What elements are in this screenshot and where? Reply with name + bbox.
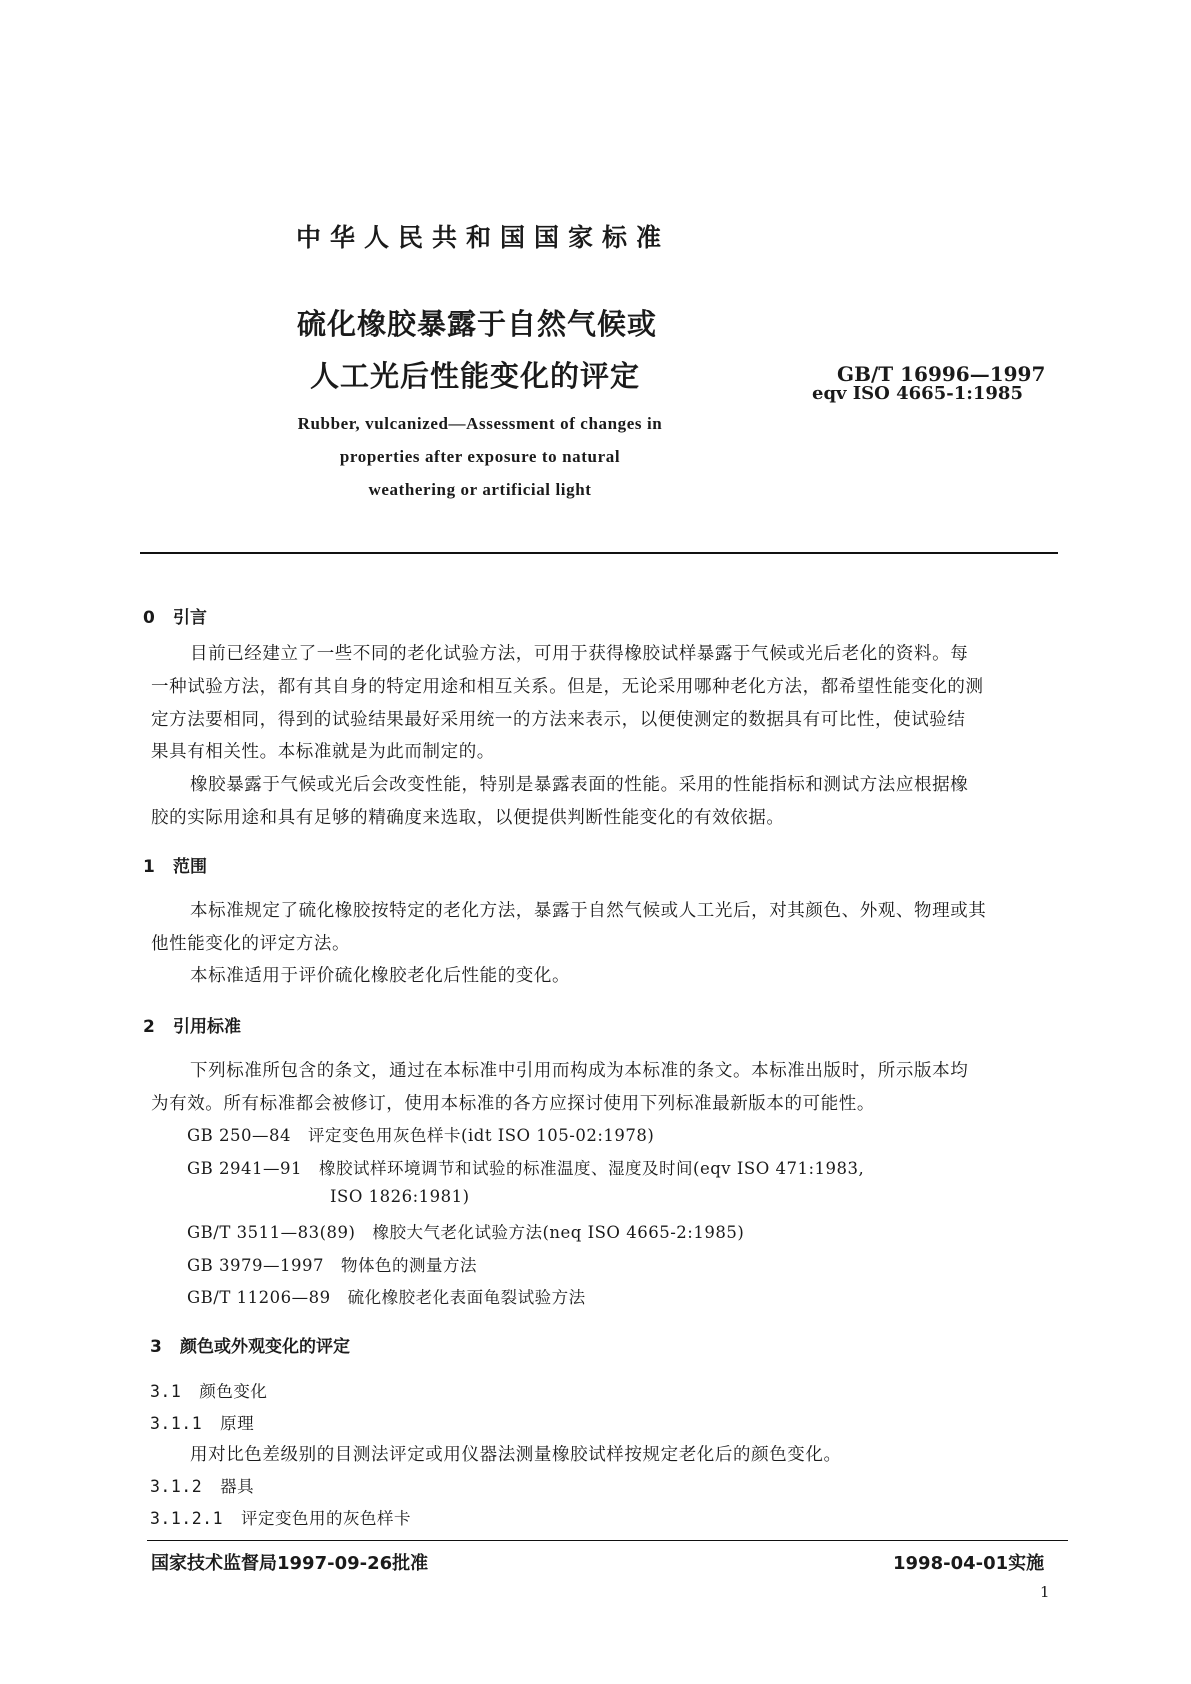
intro-paragraph-1-line-4: 果具有相关性。本标准就是为此而制定的。 [151,742,495,762]
standard-equivalence: eqv ISO 4665-1:1985 [812,383,1023,404]
subsection-title: 原理 [220,1414,255,1433]
subsection-3-1-2 [150,1473,254,1497]
title-chinese-line-1: 硫化橡胶暴露于自然气候或 [297,307,658,341]
reference-item: GB/T 11206—89 硫化橡胶老化表面龟裂试验方法 [187,1288,586,1307]
section-0-heading [143,603,207,628]
subsection-number: 3.1 [150,1382,182,1401]
refs-paragraph-line-2: 为有效。所有标准都会被修订，使用本标准的各方应探讨使用下列标准最新版本的可能性。 [151,1094,875,1114]
issuing-organization: 中华人民共和国国家标准 [296,223,671,252]
title-english-line-2: properties after exposure to natural [339,447,621,466]
reference-item: GB 3979—1997 物体色的测量方法 [187,1256,478,1275]
reference-item-continuation: ISO 1826:1981) [330,1187,470,1206]
approval-date: 国家技术监督局1997-09-26批准 [151,1553,429,1574]
header-divider [140,552,1058,554]
standard-number: GB/T 16996—1997 [837,362,1046,386]
section-2-heading [143,1012,241,1037]
subsection-title: 评定变色用的灰色样卡 [241,1509,412,1528]
section-number: 3 [150,1337,162,1357]
section-number: 1 [143,857,155,877]
intro-paragraph-2-line-2: 胶的实际用途和具有足够的精确度来选取，以便提供判断性能变化的有效依据。 [151,808,785,828]
intro-paragraph-1-line-1: 目前已经建立了一些不同的老化试验方法，可用于获得橡胶试样暴露于气候或光后老化的资料。每 [190,644,969,664]
intro-paragraph-1-line-3: 定方法要相同，得到的试验结果最好采用统一的方法来表示，以便使测定的数据具有可比性，使试验结 [151,710,966,730]
page-number: 1 [1040,1583,1050,1601]
reference-item: GB 2941—91 橡胶试样环境调节和试验的标准温度、湿度及时间(eqv ISO 471:1983, [187,1159,865,1178]
section-title: 范围 [173,857,207,877]
section-title: 引用标准 [173,1017,241,1037]
section-title: 颜色或外观变化的评定 [180,1337,350,1357]
scope-paragraph-2: 本标准适用于评价硫化橡胶老化后性能的变化。 [190,966,571,986]
section-3-heading [150,1332,350,1357]
title-chinese-line-2: 人工光后性能变化的评定 [310,359,641,393]
section-title: 引言 [173,608,207,628]
intro-paragraph-1-line-2: 一种试验方法，都有其自身的特定用途和相互关系。但是，无论采用哪种老化方法，都希望性能变化的测 [151,677,984,697]
scope-paragraph-1-line-1: 本标准规定了硫化橡胶按特定的老化方法，暴露于自然气候或人工光后，对其颜色、外观、物理或其 [190,901,987,921]
section-1-heading [143,852,207,877]
subsection-3-1-1 [150,1410,254,1434]
title-english-line-1: Rubber, vulcanized—Assessment of changes in [297,414,663,433]
subsection-number: 3.1.1 [150,1414,203,1433]
subsection-3-1-2-1 [150,1505,411,1529]
subsection-title: 器具 [220,1477,255,1496]
subsection-number: 3.1.2 [150,1477,203,1496]
reference-item: GB/T 3511—83(89) 橡胶大气老化试验方法(neq ISO 4665-2:1985) [187,1223,745,1242]
refs-paragraph-line-1: 下列标准所包含的条文，通过在本标准中引用而构成为本标准的条文。本标准出版时，所示版本均 [190,1061,969,1081]
intro-paragraph-2-line-1: 橡胶暴露于气候或光后会改变性能，特别是暴露表面的性能。采用的性能指标和测试方法应根据橡 [190,775,969,795]
subsection-title: 颜色变化 [199,1382,268,1401]
title-english-line-3: weathering or artificial light [368,480,592,499]
subsection-number: 3.1.2.1 [150,1509,224,1528]
principle-text: 用对比色差级别的目测法评定或用仪器法测量橡胶试样按规定老化后的颜色变化。 [190,1445,842,1465]
reference-item: GB 250—84 评定变色用灰色样卡(idt ISO 105-02:1978) [187,1126,655,1145]
section-number: 2 [143,1017,155,1037]
section-number: 0 [143,608,155,628]
footer-divider [147,1540,1068,1541]
scope-paragraph-1-line-2: 他性能变化的评定方法。 [151,934,351,954]
subsection-3-1 [150,1378,267,1402]
effective-date: 1998-04-01实施 [893,1553,1045,1574]
